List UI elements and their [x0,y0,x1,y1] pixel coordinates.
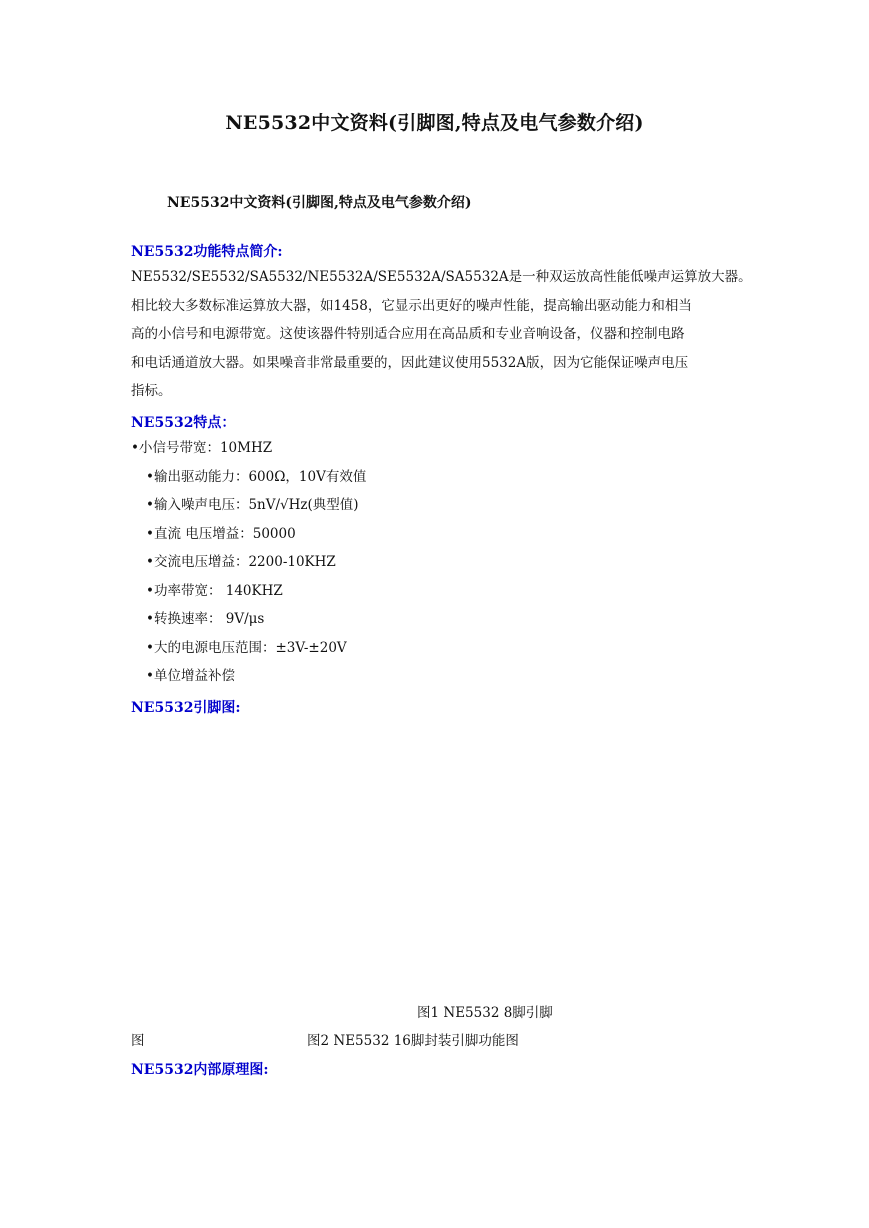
feature-item: •小信号带宽：10MHZ [131,440,273,456]
pinout-heading: NE5532引脚图: [131,700,241,716]
intro-line: 相比较大多数标准运算放大器，如1458，它显示出更好的噪声性能，提高输出驱动能力和相当 [131,298,692,314]
figure2-caption: 图2 NE5532 16脚封装引脚功能图 [307,1033,519,1049]
intro-line: 高的小信号和电源带宽。这使该器件特别适合应用在高品质和专业音响设备，仪器和控制电路 [131,326,685,342]
feature-item: •功率带宽： 140KHZ [146,583,283,599]
internal-schematic-heading: NE5532内部原理图: [131,1062,269,1078]
feature-item: •转换速率： 9V/μs [146,611,265,627]
figure1-caption: 图1 NE5532 8脚引脚 [417,1005,553,1021]
feature-item: •单位增益补偿 [146,668,235,684]
pinout-figure-area [131,725,738,985]
feature-item: •输出驱动能力：600Ω，10V有效值 [146,469,367,485]
figure1-caption-continued: 图 [131,1033,145,1049]
feature-item: •直流 电压增益：50000 [146,526,296,542]
intro-line: 指标。 [131,383,172,399]
intro-line: 和电话通道放大器。如果噪音非常最重要的，因此建议使用5532A版，因为它能保证噪声电压 [131,355,689,371]
document-subtitle: NE5532中文资料(引脚图,特点及电气参数介绍) [167,195,472,211]
document-title: NE5532中文资料(引脚图,特点及电气参数介绍) [225,112,644,134]
feature-item: •大的电源电压范围：±3V-±20V [146,640,347,656]
intro-line: NE5532/SE5532/SA5532/NE5532A/SE5532A/SA5532A是一种双运放高性能低噪声运算放大器。 [131,269,752,285]
features-heading: NE5532特点： [131,415,236,431]
intro-heading: NE5532功能特点简介: [131,244,283,260]
feature-item: •输入噪声电压：5nV/√Hz(典型值) [146,497,359,513]
feature-item: •交流电压增益：2200-10KHZ [146,554,336,570]
